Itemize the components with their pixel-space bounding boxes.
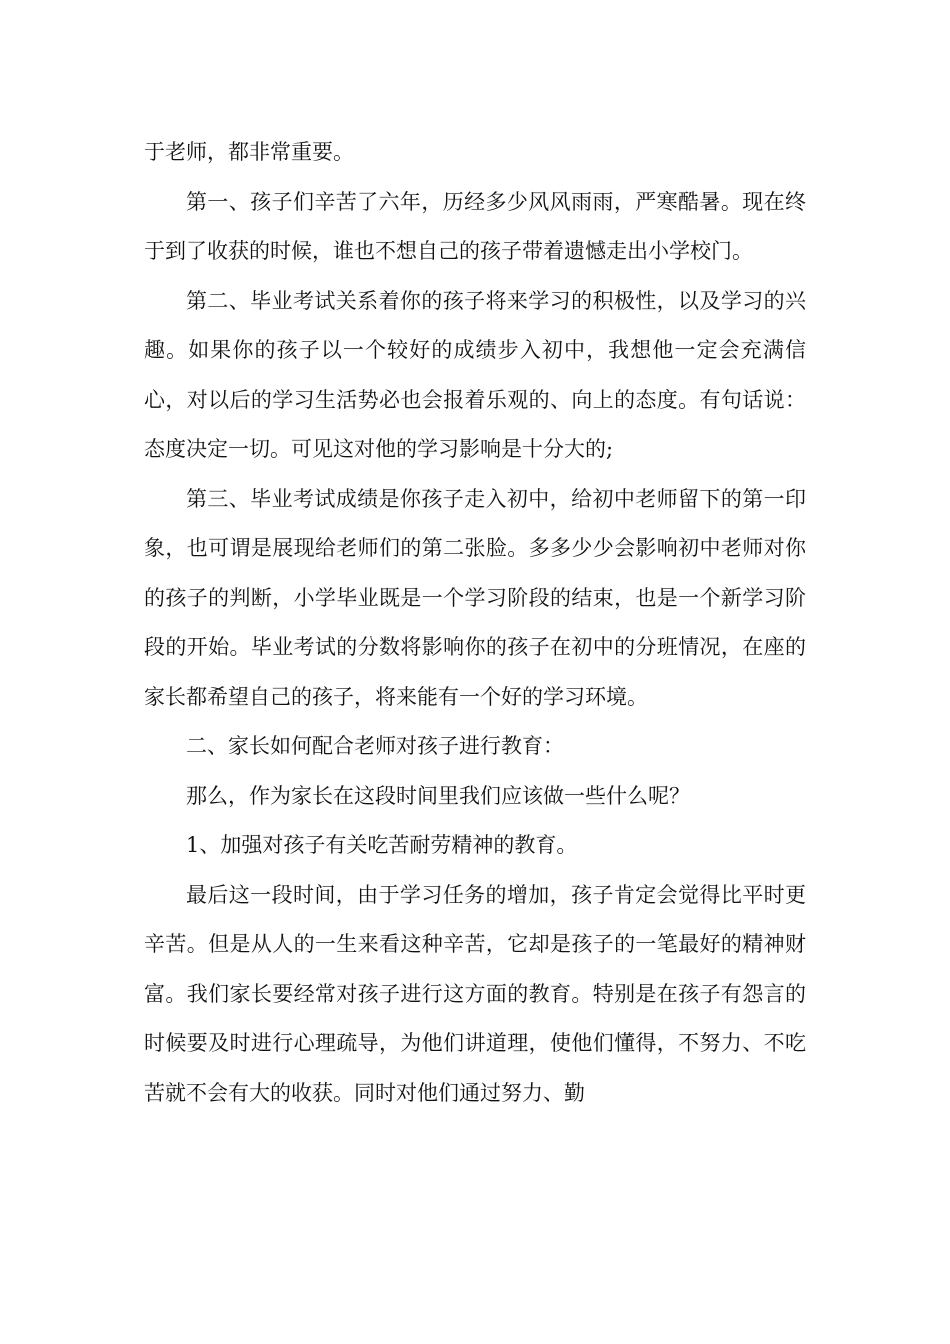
- paragraph-question: 那么，作为家长在这段时间里我们应该做一些什么呢？: [186, 783, 690, 808]
- document-body: [144, 128, 806, 1118]
- paragraph-second-point: 第二、毕业考试关系着你的孩子将来学习的积极性，以及学习的兴趣。如果你的孩子以一个较好的成绩步入初中，我想他一定会充满信心，对以后的学习生活势必也会报着乐观的、向上的态度。有句话说：态度决定一切。可见这对他的学习影响是十分大的;: [144, 288, 806, 461]
- subheading-hardship-education: 1、加强对孩子有关吃苦耐劳精神的教育。: [186, 833, 578, 857]
- paragraph-hardship-details: 最后这一段时间，由于学习任务的增加，孩子肯定会觉得比平时更辛苦。但是从人的一生来看这种辛苦，它却是孩子的一笔最好的精神财富。我们家长要经常对孩子进行这方面的教育。特别是在孩子有怨言的时候要及时进行心理疏导，为他们讲道理，使他们懂得，不努力、不吃苦就不会有大的收获。同时对他们通过努力、勤: [144, 882, 806, 1105]
- paragraph-first-point: 第一、孩子们辛苦了六年，历经多少风风雨雨，严寒酷暑。现在终于到了收获的时候，谁也不想自己的孩子带着遗憾走出小学校门。: [144, 189, 806, 263]
- paragraph-third-point: 第三、毕业考试成绩是你孩子走入初中，给初中老师留下的第一印象，也可谓是展现给老师们的第二张脸。多多少少会影响初中老师对你的孩子的判断，小学毕业既是一个学习阶段的结束，也是一个新学习阶段的开始。毕业考试的分数将影响你的孩子在初中的分班情况，在座的家长都希望自己的孩子，将来能有一个好的学习环境。: [144, 486, 806, 709]
- section-heading-parent-cooperation: 二、家长如何配合老师对孩子进行教育：: [186, 734, 564, 758]
- paragraph-continuation: 于老师，都非常重要。: [144, 140, 354, 164]
